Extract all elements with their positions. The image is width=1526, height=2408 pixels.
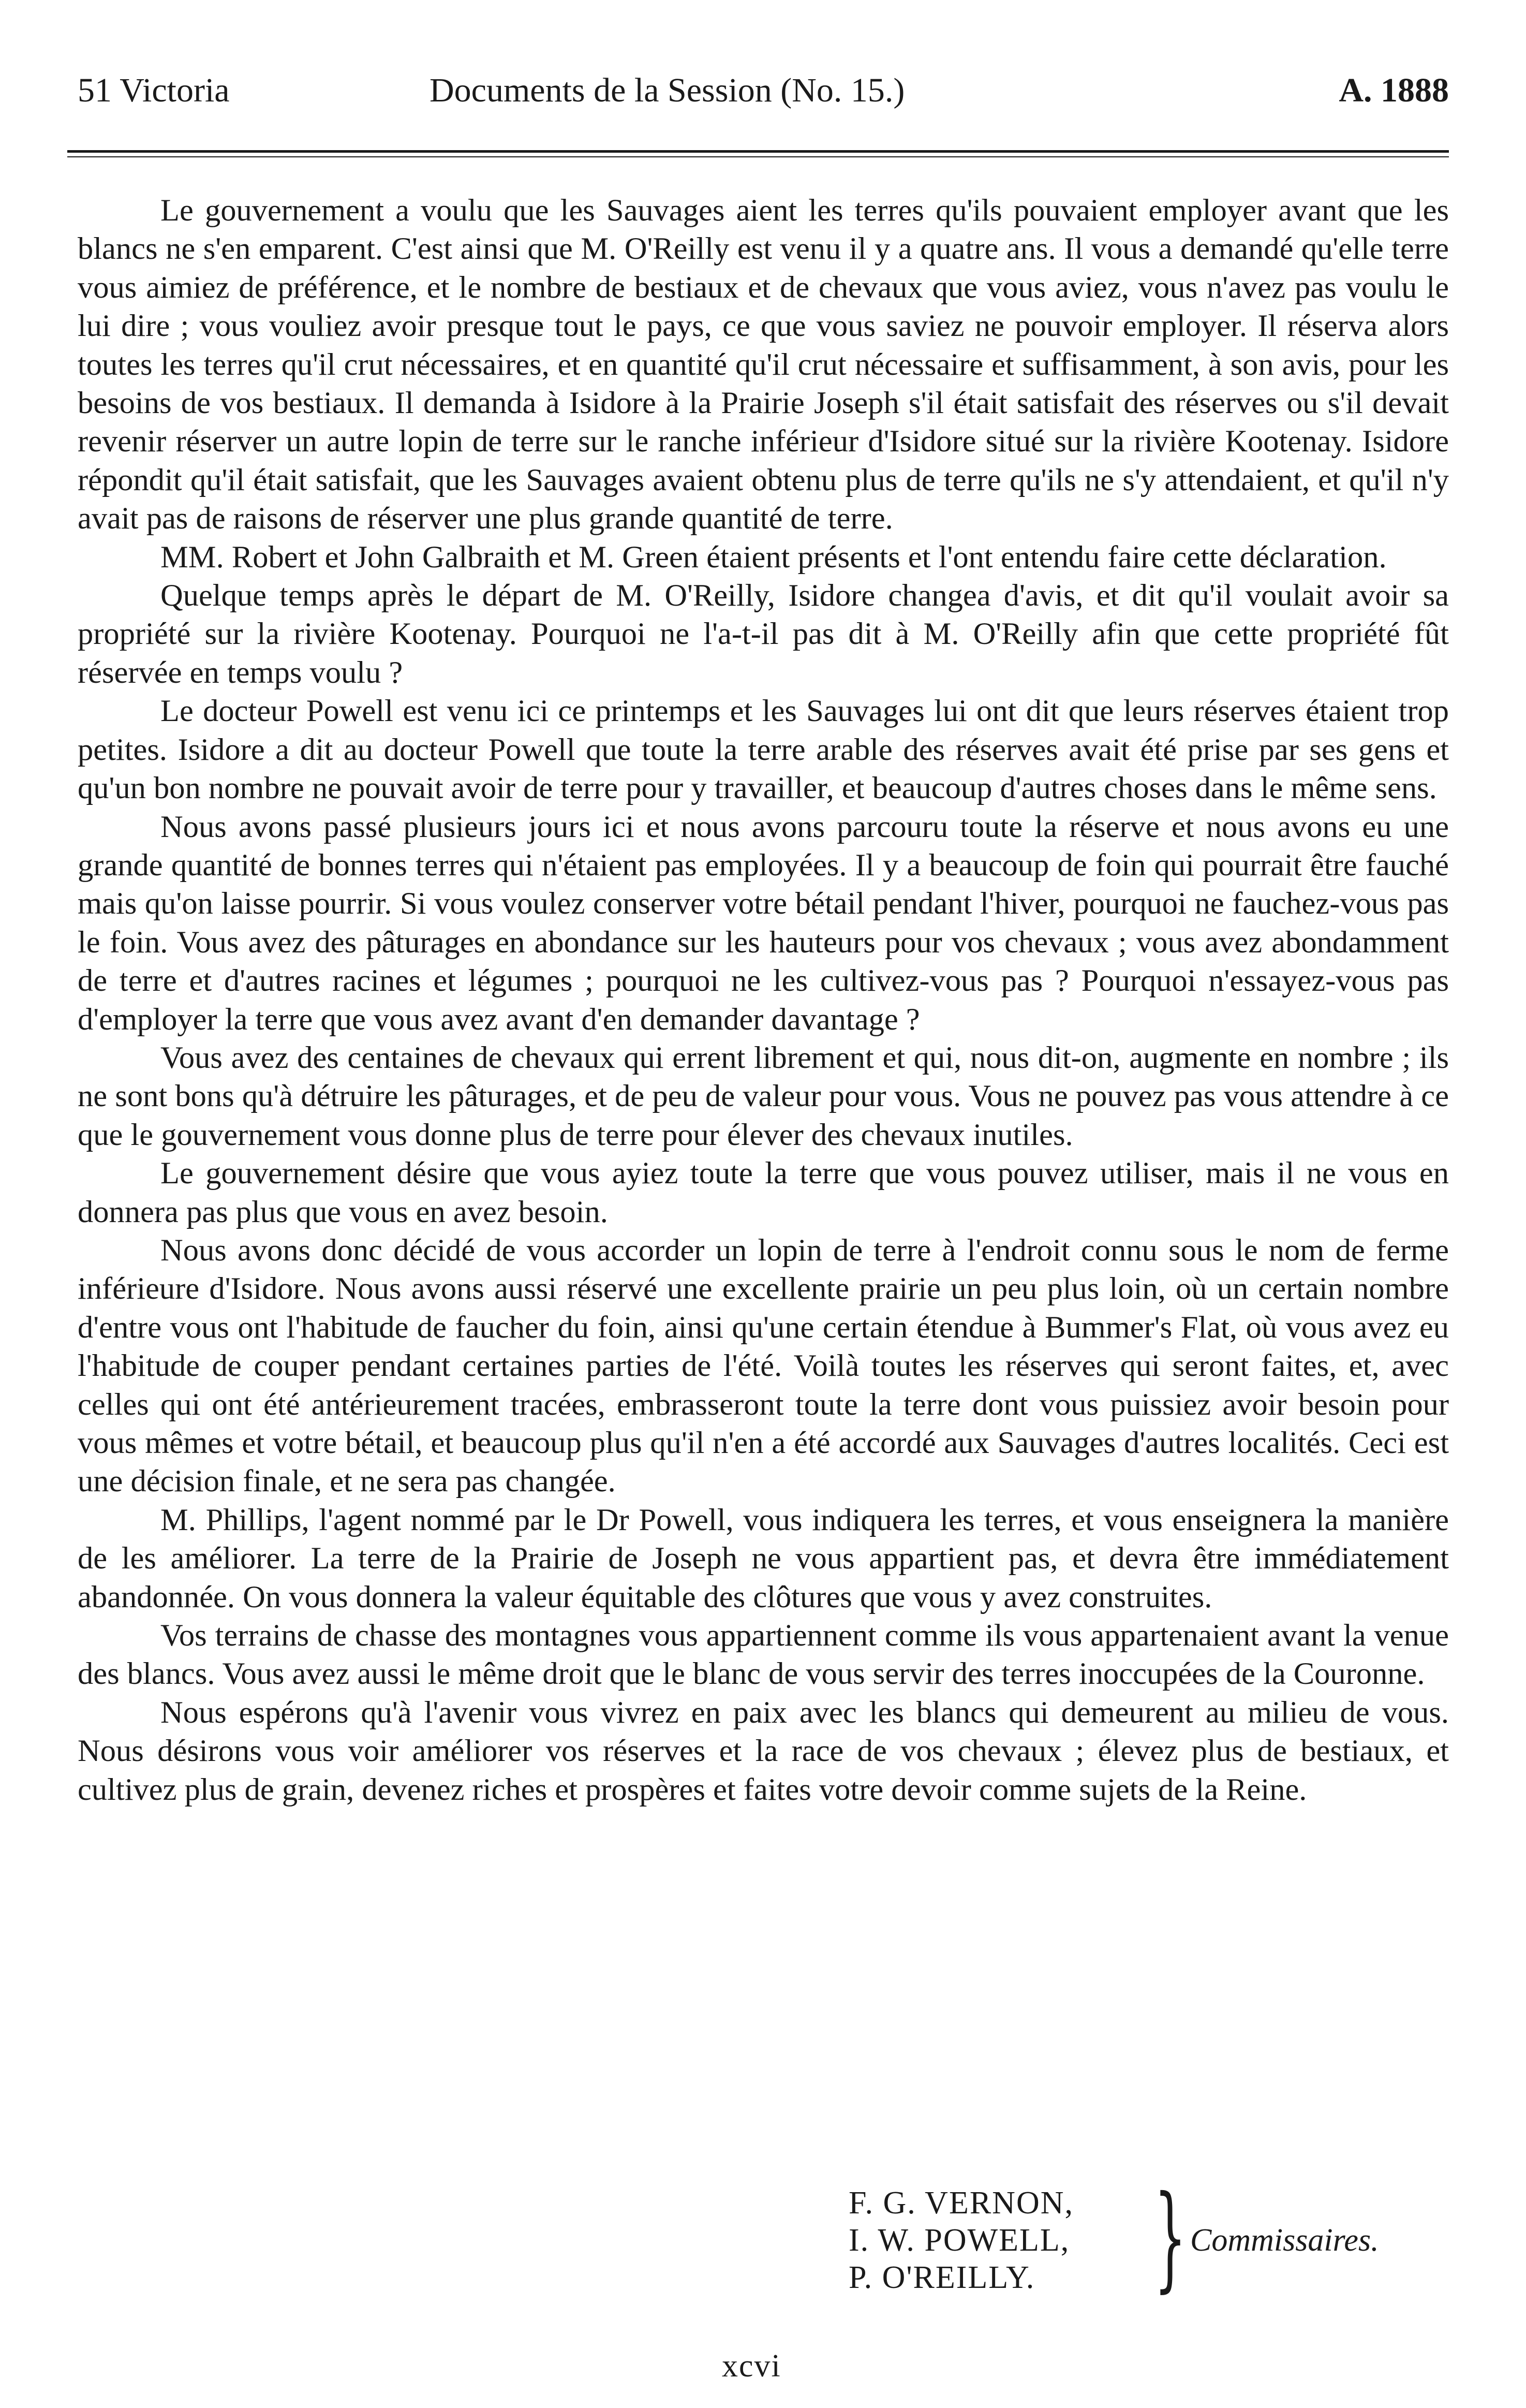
signatory-names: [849, 2184, 1074, 2296]
paragraph: Le gouvernement a voulu que les Sauvages aient les terres qu'ils pouvaient employer avant que les blancs ne s'en emparent. C'est ainsi que M. O'Reilly est venu il y a quatre ans. Il vous a demandé qu'elle terre vous aimiez de préférence, et le nombre de bestiaux et de chevaux que vous aviez, vous n'avez pas voulu le lui dire ; vous vouliez avoir presque tout le pays, ce que vous saviez ne pouvoir employer. Il réserva alors toutes les terres qu'il crut nécessaires, et en quantité qu'il crut nécessaire et suffisamment, à son avis, pour les besoins de vos bestiaux. Il demanda à Isidore à la Prairie Joseph s'il était satisfait des réserves ou s'il devait revenir réserver un autre lopin de terre sur le ranche inférieur d'Isidore situé sur la rivière Kootenay. Isidore répondit qu'il était satisfait, que les Sauvages avaient obtenu plus de terre qu'ils ne s'y attendaient, et qu'il n'y avait pas de raisons de réserver une plus grande quantité de terre.: [78, 193, 1449, 536]
header-volume: 51 Victoria: [78, 71, 230, 109]
signatory-role: Commissaires.: [1190, 2223, 1379, 2258]
running-header: [78, 67, 1449, 114]
header-title: Documents de la Session (No. 15.): [429, 71, 905, 109]
signatory-name: F. G. VERNON,: [849, 2185, 1074, 2221]
signature-brace: }: [1154, 2171, 1187, 2303]
paragraph: MM. Robert et John Galbraith et M. Green étaient présents et l'ont entendu faire cette déclaration.: [160, 539, 1387, 575]
paragraph: M. Phillips, l'agent nommé par le Dr Powell, vous indiquera les terres, et vous enseignera la manière de les améliorer. La terre de la Prairie de Joseph ne vous appartient pas, et devra être immédiatement abandonnée. On vous donnera la valeur équitable des clôtures que vous y avez construites.: [78, 1502, 1449, 1614]
header-rule-thick: [67, 150, 1449, 153]
paragraph: Le docteur Powell est venu ici ce printemps et les Sauvages lui ont dit que leurs réserves étaient trop petites. Isidore a dit au docteur Powell que toute la terre arable des réserves avait été prise par ses gens et qu'un bon nombre ne pouvait avoir de terre pour y travailler, et beaucoup d'autres choses dans le même sens.: [78, 694, 1449, 806]
header-year: A. 1888: [1339, 71, 1449, 109]
paragraph: Nous avons passé plusieurs jours ici et nous avons parcouru toute la réserve et nous avons eu une grande quantité de bonnes terres qui n'étaient pas employées. Il y a beaucoup de foin qui pourrait être fauché mais qu'on laisse pourrir. Si vous voulez conserver votre bétail pendant l'hiver, pourquoi ne fauchez-vous pas le foin. Vous avez des pâturages en abondance sur les hauteurs pour vos chevaux ; vous avez abondamment de terre et d'autres racines et légumes ; pourquoi ne les cultivez-vous pas ? Pourquoi n'essayez-vous pas d'employer la terre que vous avez avant d'en demander davantage ?: [78, 809, 1449, 1037]
signatory-name: I. W. POWELL,: [849, 2223, 1070, 2258]
paragraph: Vos terrains de chasse des montagnes vous appartiennent comme ils vous appartenaient avant la venue des blancs. Vous avez aussi le même droit que le blanc de vous servir des terres inoccupées de la Couronne.: [78, 1618, 1449, 1692]
signatory-name: P. O'REILLY.: [849, 2260, 1035, 2295]
paragraph: Quelque temps après le départ de M. O'Reilly, Isidore changea d'avis, et dit qu'il voulait avoir sa propriété sur la rivière Kootenay. Pourquoi ne l'a-t-il pas dit à M. O'Reilly afin que cette propriété fût réservée en temps voulu ?: [78, 578, 1449, 690]
paragraph: Le gouvernement désire que vous ayiez toute la terre que vous pouvez utiliser, mais il ne vous en donnera pas plus que vous en avez besoin.: [78, 1156, 1449, 1229]
page-folio: xcvi: [722, 2348, 781, 2384]
paragraph: Nous avons donc décidé de vous accorder un lopin de terre à l'endroit connu sous le nom de ferme inférieure d'Isidore. Nous avons aussi réservé une excellente prairie un peu plus loin, où un certain nombre d'entre vous ont l'habitude de faucher du foin, ainsi qu'une certain étendue à Bummer's Flat, où vous avez eu l'habitude de couper pendant certaines parties de l'été. Voilà toutes les réserves qui seront faites, et, avec celles qui ont été antérieurement tracées, embrasseront toute la terre dont vous puissiez avoir besoin pour vous mêmes et votre bétail, et beaucoup plus qu'il n'en a été accordé aux Sauvages d'autres localités. Ceci est une décision finale, et ne sera pas changée.: [78, 1232, 1449, 1499]
body-text: [78, 192, 1449, 1809]
header-rule-thin: [67, 156, 1449, 157]
paragraph: Nous espérons qu'à l'avenir vous vivrez en paix avec les blancs qui demeurent au milieu de vous. Nous désirons vous voir améliorer vos réserves et la race de vos chevaux ; élevez plus de bestiaux, et cultivez plus de grain, devenez riches et prospères et faites votre devoir comme sujets de la Reine.: [78, 1695, 1449, 1807]
paragraph: Vous avez des centaines de chevaux qui errent librement et qui, nous dit-on, augmente en nombre ; ils ne sont bons qu'à détruire les pâturages, et de peu de valeur pour vous. Vous ne pouvez pas vous attendre à ce que le gouvernement vous donne plus de terre pour élever des chevaux inutiles.: [78, 1040, 1449, 1152]
signature-block: [849, 2171, 1449, 2303]
